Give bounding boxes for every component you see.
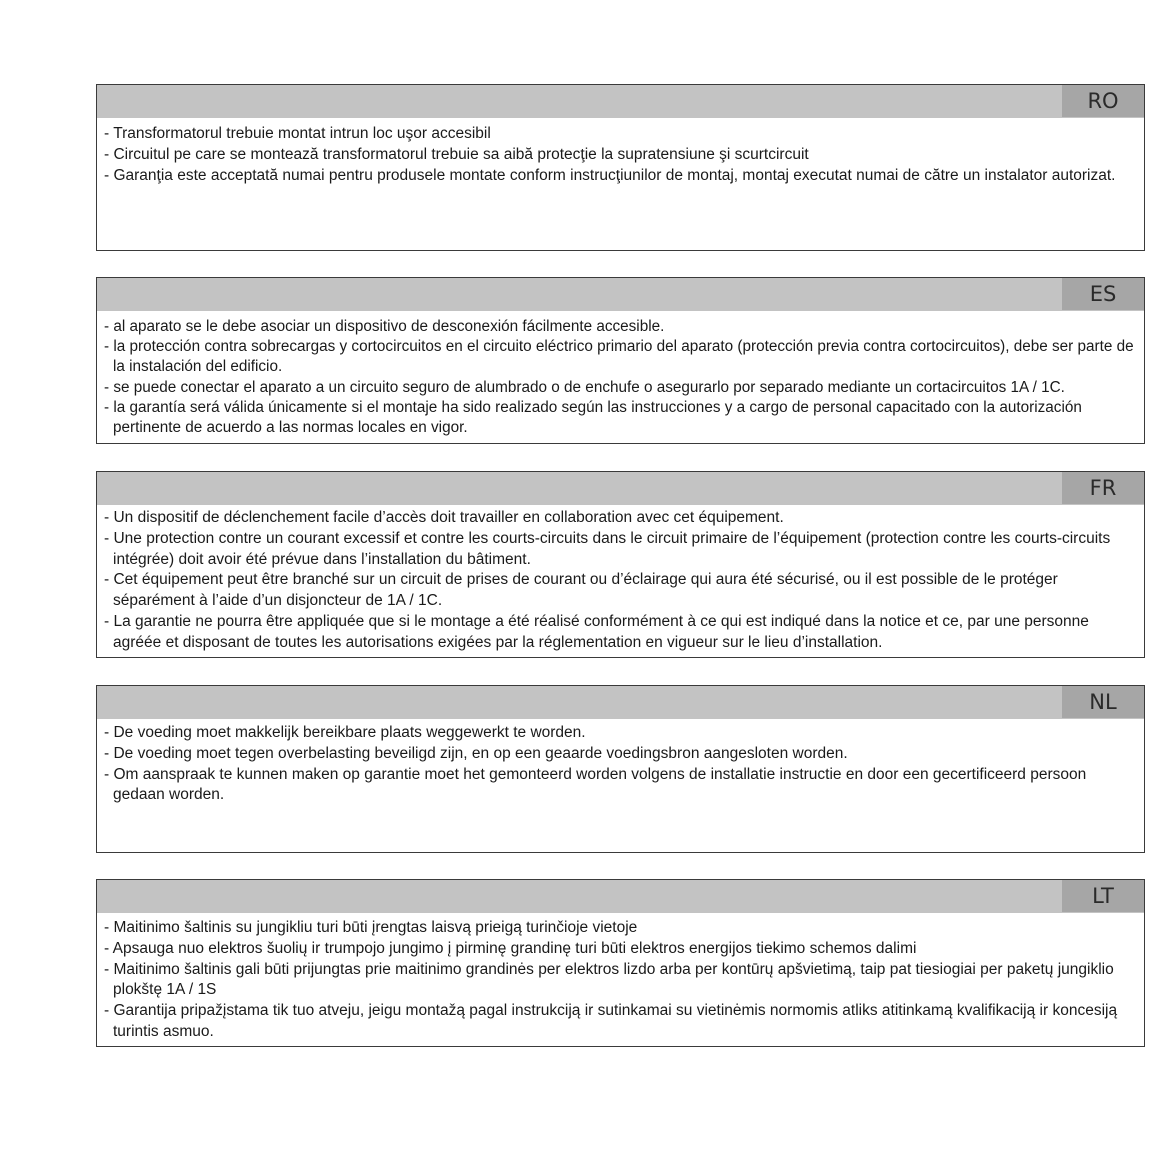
list-item: - la protección contra sobrecargas y cortocircuitos en el circuito eléctrico primario del aparato (protección previa contra cortocircuitos), debe ser parte de la instalación del edificio. xyxy=(104,338,1134,376)
list-item: - Garantija pripažįstama tik tuo atveju, jeigu montažą pagal instrukciją ir sutinkamai su vietinėmis normomis atliks atitinkamą kvalifikaciją ir koncesiją turintis asmuo. xyxy=(104,1002,1118,1040)
section-header xyxy=(97,85,1144,118)
section-es xyxy=(96,277,1145,444)
list-item: - al aparato se le debe asociar un dispositivo de desconexión fácilmente accesible. xyxy=(104,318,665,335)
list-item: - Garanţia este acceptată numai pentru produsele montate conform instrucţiunilor de montaj, montaj executat numai de către un instalator autorizat. xyxy=(104,166,1116,184)
list-item: - Circuitul pe care se montează transformatorul trebuie sa aibă protecţie la supratensiune şi scurtcircuit xyxy=(104,145,809,163)
section-header xyxy=(97,880,1144,913)
language-code-label: FR xyxy=(1062,472,1144,504)
list-item: - se puede conectar el aparato a un circuito seguro de alumbrado o de enchufe o asegurarlo por separado mediante un cortacircuitos 1A / 1C. xyxy=(104,378,1065,396)
list-item: - La garantie ne pourra être appliquée que si le montage a été réalisé conformément à ce qui est indiqué dans la notice et ce, par une personne agréée et disposant de toutes les autorisations exigées par la réglementation en vigueur sur le lieu d’installation. xyxy=(104,612,1089,651)
section-body xyxy=(97,719,1144,806)
language-code-label: RO xyxy=(1062,85,1144,117)
section-lt xyxy=(96,879,1145,1047)
list-item: - Une protection contre un courant excessif et contre les courts-circuits dans le circuit primaire de l’équipement (protection contre les courts-circuits intégrée) doit avoir été prévue dans l’installation du bâtiment. xyxy=(104,529,1111,568)
section-header xyxy=(97,686,1144,719)
list-item: - Om aanspraak te kunnen maken op garantie moet het gemonteerd worden volgens de installatie instructie en door een gecertificeerd persoon gedaan worden. xyxy=(104,765,1087,804)
list-item: - Maitinimo šaltinis gali būti prijungtas prie maitinimo grandinės per elektros lizdo arba per kontūrų apšvietimą, taip pat tiesiogiai per paketų jungiklio plokštę 1A / 1S xyxy=(104,960,1114,999)
section-body xyxy=(97,913,1144,1043)
language-code-label: ES xyxy=(1062,278,1144,310)
section-body xyxy=(97,505,1144,654)
section-ro xyxy=(96,84,1145,251)
list-item: - Cet équipement peut être branché sur un circuit de prises de courant ou d’éclairage qui aura été sécurisé, ou il est possible de le protéger séparément à l’aide d’un disjoncteur de 1A / 1C. xyxy=(104,571,1058,610)
language-code-label: LT xyxy=(1062,880,1144,912)
section-body xyxy=(97,118,1144,186)
section-header xyxy=(97,278,1144,311)
list-item: - Un dispositif de déclenchement facile d’accès doit travailler en collaboration avec cet équipement. xyxy=(104,509,784,526)
language-code-label: NL xyxy=(1062,686,1144,718)
list-item: - De voeding moet tegen overbelasting beveiligd zijn, en op een geaarde voedingsbron aangesloten worden. xyxy=(104,744,848,762)
list-item: - Apsauga nuo elektros šuolių ir trumpojo jungimo į pirminę grandinę turi būti elektros energijos tiekimo schemos dalimi xyxy=(104,939,917,957)
section-body xyxy=(97,311,1144,438)
list-item: - Maitinimo šaltinis su jungikliu turi būti įrengtas laisvą prieigą turinčioje vietoje xyxy=(104,919,638,936)
list-item: - la garantía será válida únicamente si el montaje ha sido realizado según las instrucciones y a cargo de personal capacitado con la autorización pertinente de acuerdo a las normas locales en vigor. xyxy=(104,398,1082,437)
section-fr xyxy=(96,471,1145,658)
list-item: - Transformatorul trebuie montat intrun loc uşor accesibil xyxy=(104,125,491,142)
list-item: - De voeding moet makkelijk bereikbare plaats weggewerkt te worden. xyxy=(104,724,586,741)
section-header xyxy=(97,472,1144,505)
section-nl xyxy=(96,685,1145,853)
